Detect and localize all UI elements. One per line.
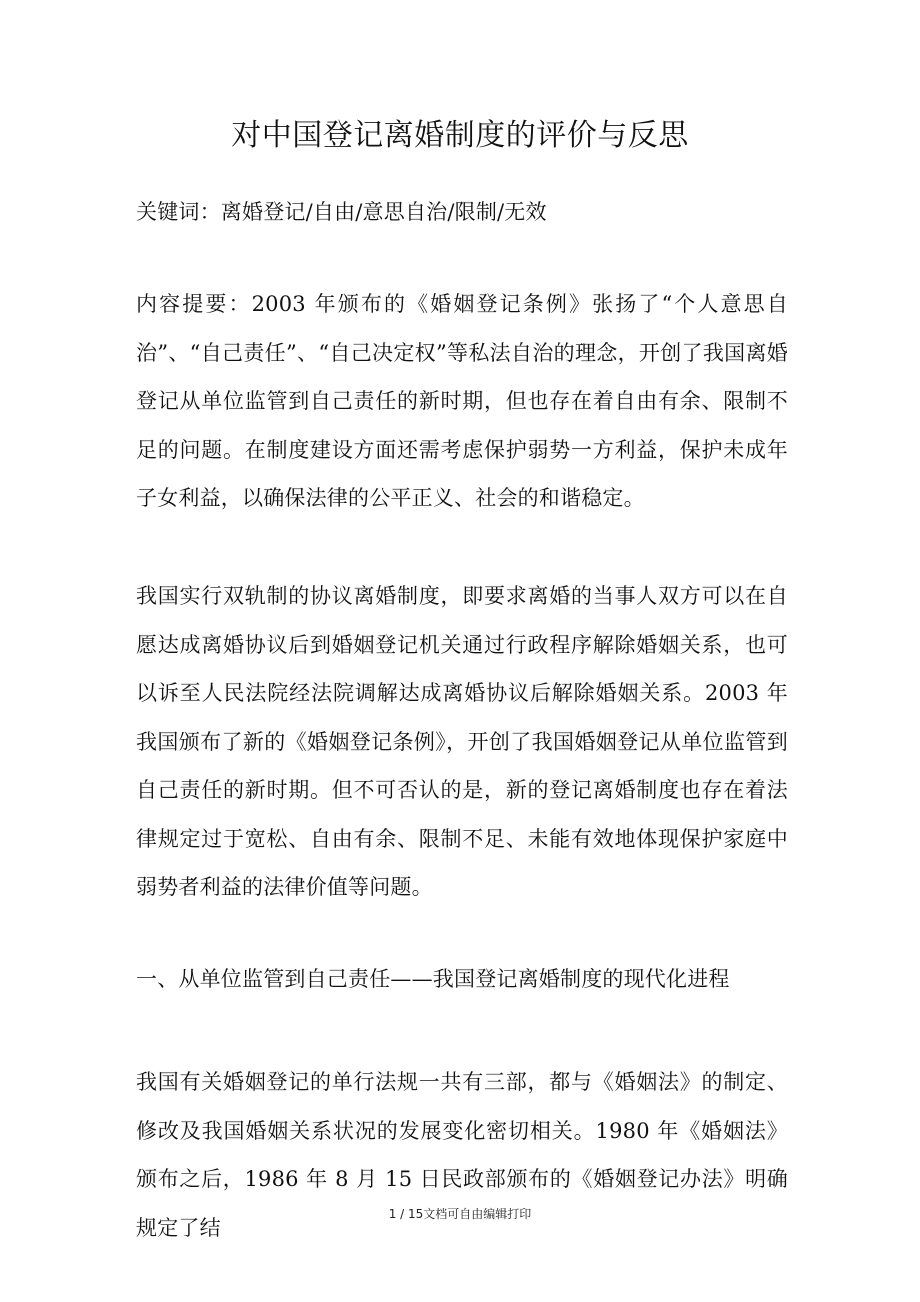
footer-note: 文档可自由编辑打印	[423, 1207, 532, 1221]
keywords-line: 关键词：离婚登记/自由/意思自治/限制/无效	[136, 200, 547, 224]
page-number-current: 1	[388, 1207, 397, 1221]
body-paragraph: 我国实行双轨制的协议离婚制度，即要求离婚的当事人双方可以在自愿达成离婚协议后到婚姻登记机关通过行政程序解除婚姻关系，也可以诉至人民法院经法院调解达成离婚协议后解除婚姻关系。2003 年我国颁布了新的《婚姻登记条例》，开创了我国婚姻登记从单位监管到自己责任的新时期。但不可否认的是，新的登记离婚制度也存在着法律规定过于宽松、自由有余、限制不足、未能有效地体现保护家庭中弱势者利益的法律价值等问题。	[136, 584, 788, 899]
section-heading: 一、从单位监管到自己责任——我国登记离婚制度的现代化进程	[136, 967, 730, 991]
abstract-paragraph: 内容提要：2003 年颁布的《婚姻登记条例》张扬了“个人意思自治”、“自己责任”、“自己决定权”等私法自治的理念，开创了我国离婚登记从单位监管到自己责任的新时期，但也存在着自由有余、限制不足的问题。在制度建设方面还需考虑保护弱势一方利益，保护未成年子女利益，以确保法律的公平正义、社会的和谐稳定。	[136, 292, 788, 510]
document-title: 对中国登记离婚制度的评价与反思	[231, 118, 689, 153]
page-footer	[0, 1206, 920, 1222]
page-number-separator: /	[396, 1207, 408, 1221]
page-number-total: 15	[408, 1207, 424, 1221]
body-paragraph: 我国有关婚姻登记的单行法规一共有三部，都与《婚姻法》的制定、修改及我国婚姻关系状况的发展变化密切相关。1980 年《婚姻法》颁布之后，1986 年 8 月 15 日民政部颁布的《婚姻登记办法》明确规定了结	[136, 1070, 788, 1240]
